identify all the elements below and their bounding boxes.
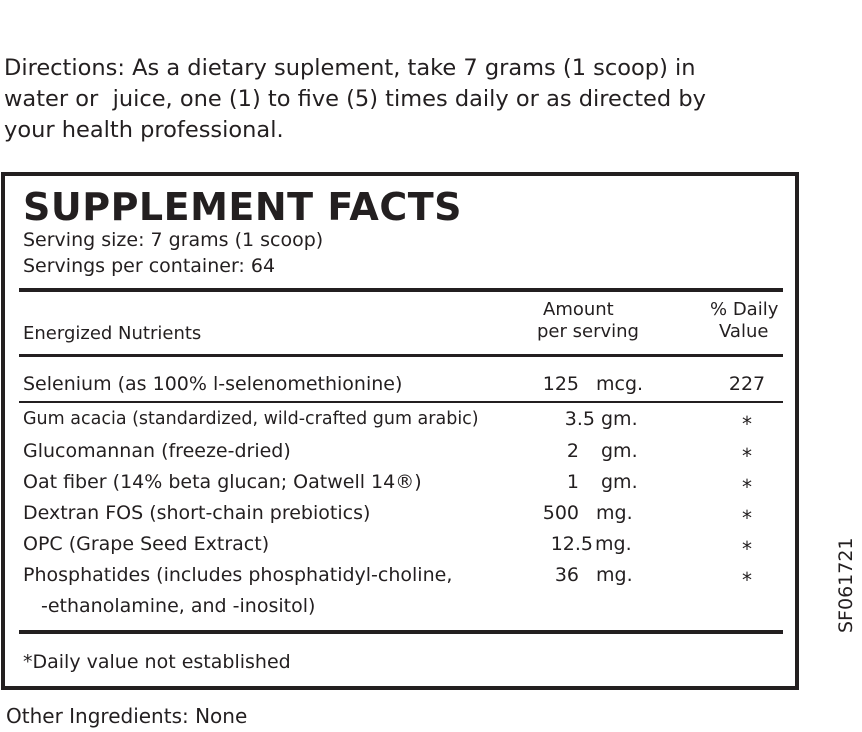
nutrient-name: Selenium (as 100% l-selenomethionine)	[23, 373, 403, 395]
nutrient-row	[23, 559, 783, 591]
product-code: SF061721	[835, 537, 857, 633]
nutrient-name: OPC (Grape Seed Extract)	[23, 533, 270, 555]
nutrient-dv: *	[742, 537, 752, 561]
nutrient-unit: gm.	[601, 471, 638, 493]
nutrient-row	[23, 528, 783, 560]
nutrient-row	[23, 435, 783, 467]
nutrient-dv: *	[742, 412, 752, 436]
nutrient-unit: mcg.	[596, 373, 644, 395]
other-ingredients: Other Ingredients: None	[6, 704, 248, 728]
facts-title: SUPPLEMENT FACTS	[23, 185, 463, 229]
nutrient-name: Dextran FOS (short-chain prebiotics)	[23, 502, 371, 524]
nutrient-dv: *	[742, 475, 752, 499]
nutrient-amount: 3.5	[564, 408, 595, 430]
nutrient-name: Gum acacia (standardized, wild-crafted gum arabic)	[23, 409, 479, 429]
serving-size: Serving size: 7 grams (1 scoop)	[23, 229, 324, 251]
nutrient-dv: *	[742, 568, 752, 592]
nutrient-row	[23, 403, 783, 435]
nutrient-name: Phosphatides (includes phosphatidyl-choline,	[23, 564, 453, 586]
header-dv-line2: Value	[719, 321, 769, 342]
nutrient-row-continuation	[23, 590, 783, 622]
nutrient-row	[23, 466, 783, 498]
nutrient-amount: 36	[554, 564, 579, 586]
nutrient-name: Oat fiber (14% beta glucan; Oatwell 14®)	[23, 471, 422, 493]
nutrient-dv: 227	[728, 373, 766, 395]
header-amount-line2: per serving	[537, 321, 639, 342]
nutrient-row	[23, 497, 783, 529]
rule-header	[19, 354, 783, 357]
nutrient-unit: mg.	[595, 533, 632, 555]
header-dv-line1: % Daily	[710, 299, 779, 320]
header-amount-line1: Amount	[543, 299, 614, 320]
nutrient-name: Glucomannan (freeze-dried)	[23, 440, 291, 462]
servings-per-container: Servings per container: 64	[23, 255, 276, 277]
nutrient-dv: *	[742, 444, 752, 468]
supplement-facts-panel	[1, 172, 799, 690]
nutrient-amount: 12.5	[550, 533, 593, 555]
nutrient-unit: gm.	[601, 408, 638, 430]
nutrient-name-line2: -ethanolamine, and -inositol)	[41, 595, 316, 617]
nutrient-amount: 2	[566, 440, 579, 462]
nutrient-dv: *	[742, 506, 752, 530]
header-nutrients: Energized Nutrients	[23, 323, 202, 344]
nutrient-amount: 125	[542, 373, 579, 395]
nutrient-unit: mg.	[596, 564, 633, 586]
directions-text: Directions: As a dietary suplement, take 7 grams (1 scoop) in water or juice, one (1) to five (5) times daily or as directed by your health professional.	[4, 55, 706, 143]
nutrient-amount: 1	[566, 471, 579, 493]
nutrient-unit: gm.	[601, 440, 638, 462]
footnote: *Daily value not established	[23, 651, 291, 673]
nutrient-amount: 500	[542, 502, 579, 524]
thick-rule-top	[19, 288, 783, 292]
nutrient-row-selenium	[23, 368, 783, 400]
thick-rule-bottom	[19, 630, 783, 634]
nutrient-unit: mg.	[596, 502, 633, 524]
